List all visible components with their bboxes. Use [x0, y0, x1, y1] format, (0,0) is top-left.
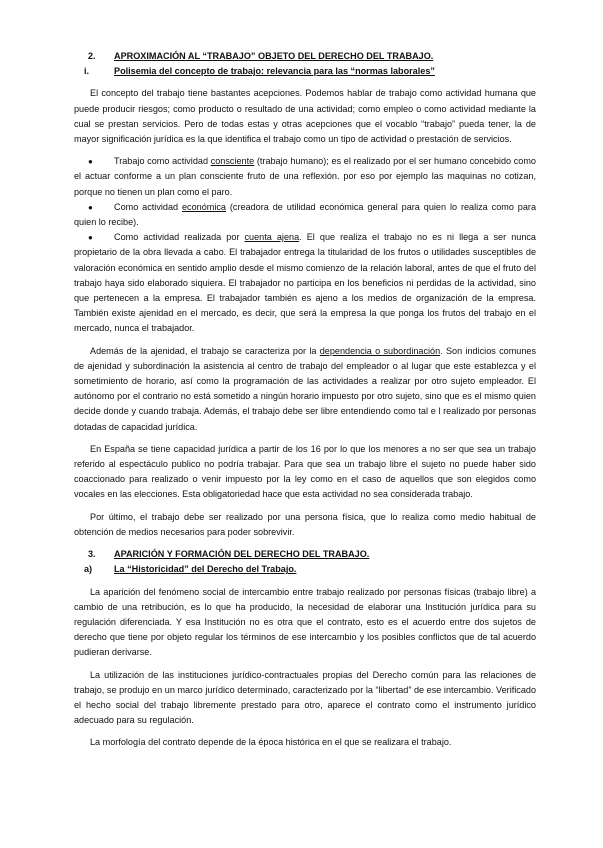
- subsection-title: Polisemia del concepto de trabajo: relevancia para las “normas laborales”: [114, 66, 435, 77]
- subsection-number: a): [84, 564, 93, 575]
- subsection-a-heading: [74, 562, 536, 577]
- paragraph: La aparición del fenómeno social de intercambio entre trabajo realizado por personas físicas (trabajo libre) a cambio de una retribución, es lo que ha producido, la necesidad de elaborar una Institución jurídica para su regulación diferenciada. Y esa Institución no es otra que el contrato, esto es el acuerdo entre dos sujetos de derecho que tiene por objeto regular los términos de ese intercambio y los posibles conflictos que de tal acuerdo pudieran derivarse.: [74, 586, 536, 658]
- section-number: 2.: [88, 51, 96, 61]
- paragraph: Además de la ajenidad, el trabajo se caracteriza por la dependencia o subordinación. Son indicios comunes de ajenidad y subordinación la asistencia al centro de trabajo del empleador o al lugar que este establezca y el sometimiento de horario, así como la programación de las actividades a realizar por otro sujeto empleador. El autónomo por el contrario no está sometido a ningún horario impuesto por otro sujeto, sino que es el mismo quien decide donde y cuando trabaja. Además, el trabajo debe ser libre entendiendo como tal e l realizado por personas dotadas de capacidad jurídica.: [74, 345, 537, 432]
- section-title: APARICIÓN Y FORMACIÓN DEL DERECHO DEL TRABAJO.: [114, 549, 370, 560]
- subsection-title: La “Historicidad” del Derecho del Trabajo.: [114, 564, 297, 575]
- bullet-icon: ●: [88, 202, 93, 212]
- paragraph: En España se tiene capacidad jurídica a partir de los 16 por lo que los menores a no ser que sea un trabajo referido al espectáculo publico no podría trabajar. Para que sea un trabajo libre el sujeto no puede haber sido coaccionado para realizado o venir impuesto por la ley como en el caso de aquellos que son elegidos como vocales en las elecciones. Esta obligatoriedad hace que esta actividad no sea considerada trabajo.: [74, 443, 536, 500]
- list-item: ● Como actividad realizada por cuenta ajena. El que realiza el trabajo no es ni llega a ser nunca propietario de la obra llevada a cabo. El trabajador entrega la titularidad de los frutos o utilidades susceptibles de valoración económica en sentido amplio desde el mismo comienzo de la relación laboral, antes de que el fruto del trabajo haya sido elaborado siquiera. El trabajador no participa en los beneficios ni perdidas de la actividad, sino que pertenecen a la empresa. El trabajador también es ajeno a los medios de organización de la empresa. También existe ajenidad en el mercado, es decir, que será la empresa la que ponga los frutos del trabajo en el mercado, nunca el trabajador.: [74, 232, 536, 334]
- section-3-heading: [74, 547, 536, 562]
- bullet-icon: ●: [88, 157, 93, 167]
- subsection-i-heading: [74, 64, 536, 79]
- paragraph: La morfología del contrato depende de la época histórica en el que se realizara el trabajo.: [90, 737, 452, 748]
- document-page: [74, 49, 536, 751]
- paragraph: El concepto del trabajo tiene bastantes acepciones. Podemos hablar de trabajo como actividad humana que puede producir riesgos; como producto o resultado de una actividad; como empleo o como actividad mediante la cual se prestan servicios. Pero de todas estas y otras acepciones que el vocablo “trabajo” pueda tener, la de mayor significación jurídica es la que identifica el trabajo como un tipo de actividad o prestación de servicios.: [74, 88, 536, 145]
- paragraph: Por último, el trabajo debe ser realizado por una persona física, que lo realiza como medio habitual de obtención de medios necesarios para poder sobrevivir.: [74, 511, 536, 537]
- section-title: APROXIMACIÓN AL “TRABAJO” OBJETO DEL DERECHO DEL TRABAJO.: [114, 51, 434, 61]
- bullet-icon: ●: [88, 233, 93, 243]
- subsection-number: i.: [84, 66, 90, 77]
- section-number: 3.: [88, 549, 96, 560]
- list-item: ● Como actividad económica (creadora de utilidad económica general para quien lo realiza como para quien lo recibe).: [74, 201, 537, 228]
- section-2-heading: [74, 49, 536, 64]
- paragraph: La utilización de las instituciones jurídico-contractuales propias del Derecho común para las relaciones de trabajo, se produjo en un marco jurídico determinado, caracterizado por la “libertad” de ese intercambio. Verificado el hecho social del trabajo libremente prestado para otro, aparece el contrato como el instrumento jurídico adecuado para su regulación.: [74, 669, 536, 726]
- list-item: ● Trabajo como actividad consciente (trabajo humano); es el realizado por el ser humano concebido como el actuar conforme a un plan consciente fruto de una reflexión. por eso por ejemplo las maquinas no cotizan, porque no tienen un plan como el paro.: [74, 156, 536, 197]
